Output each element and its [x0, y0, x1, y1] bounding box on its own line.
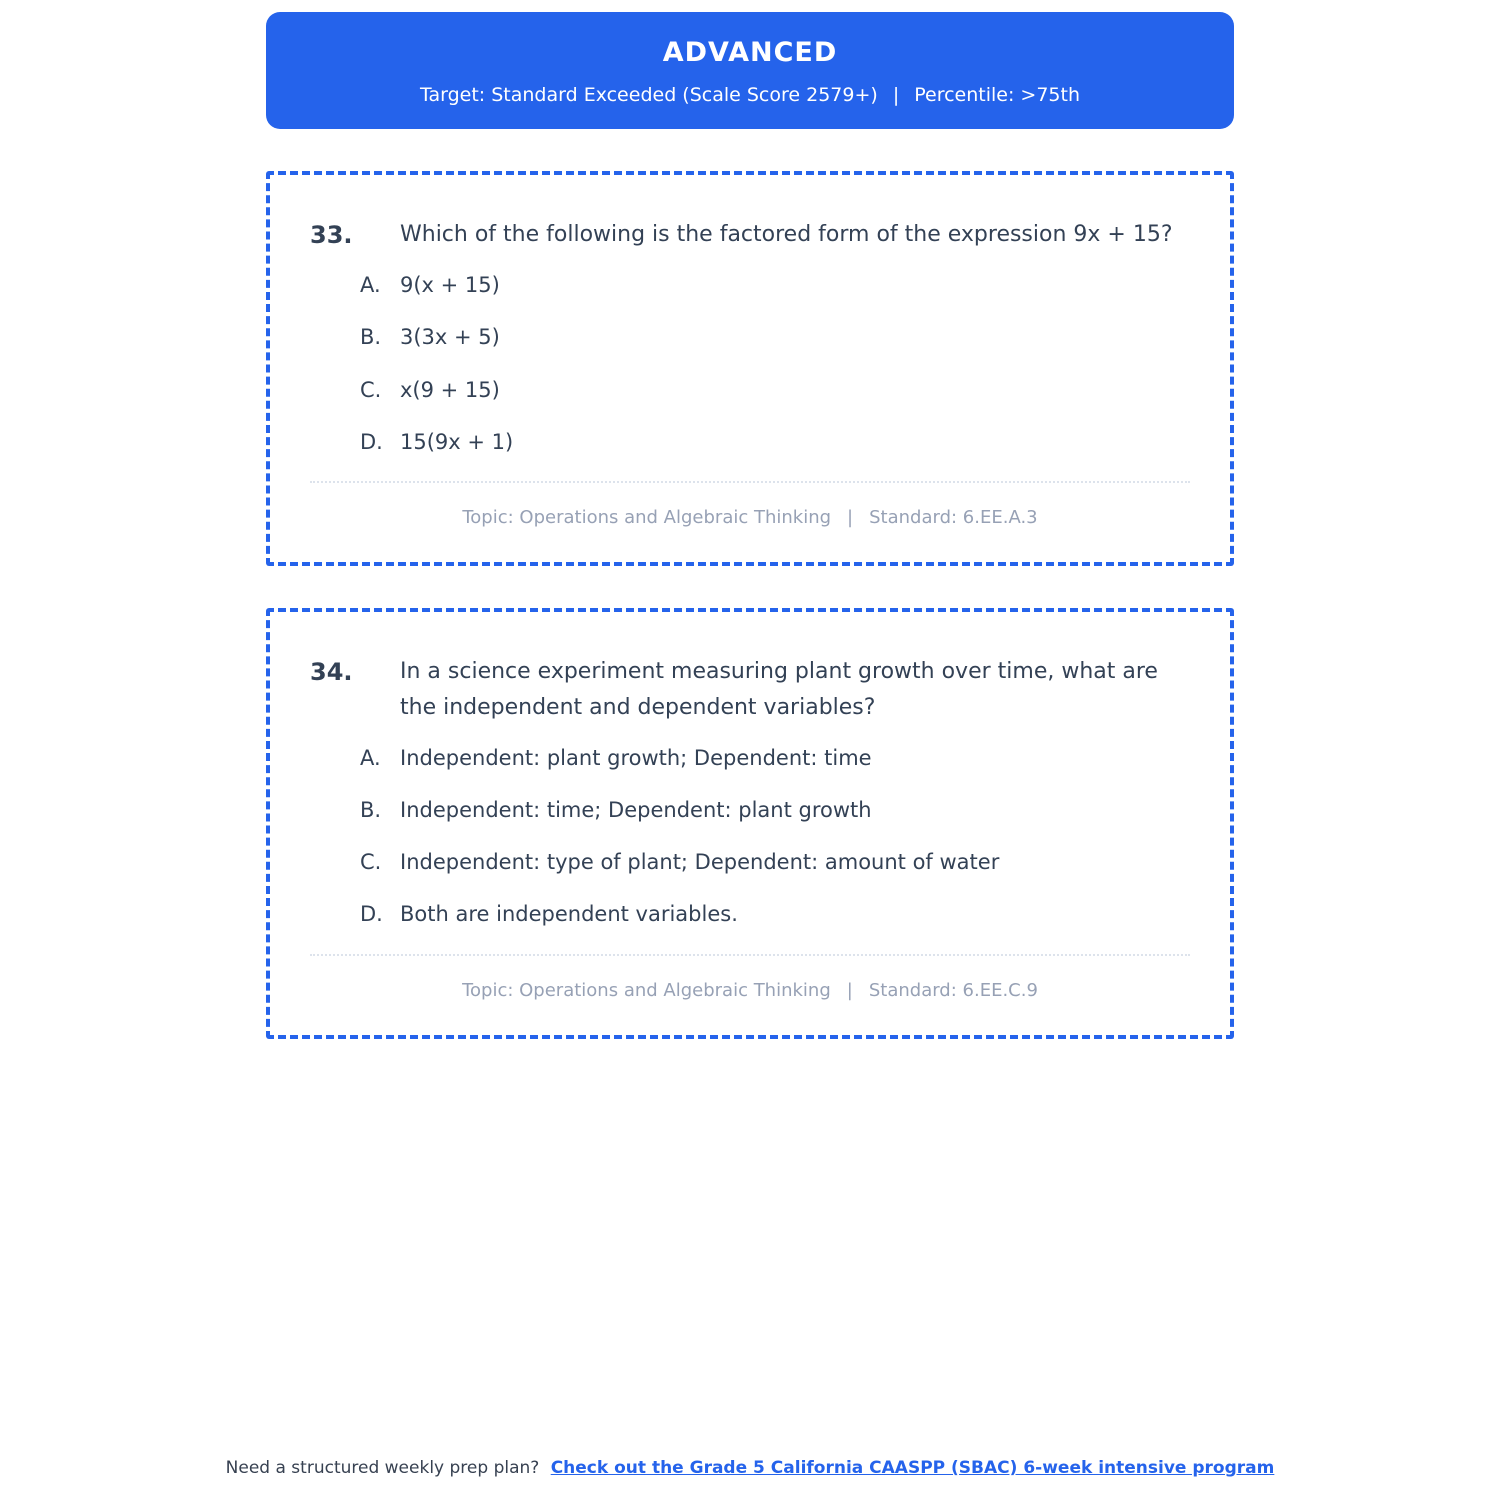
question-number: 34. — [310, 658, 353, 687]
option-row-a — [360, 272, 1190, 299]
option-text: Both are independent variables. — [400, 902, 738, 927]
option-row-d — [360, 901, 1190, 928]
option-row-b — [360, 324, 1190, 351]
subtitle-separator: | — [892, 84, 900, 106]
option-letter: B. — [360, 797, 382, 822]
topic-footer — [310, 507, 1190, 528]
topic-separator: | — [847, 507, 854, 529]
page-container — [266, 0, 1234, 1039]
option-letter: A. — [360, 745, 381, 770]
option-row-a — [360, 745, 1190, 772]
standard-label: Standard: 6.EE.A.3 — [869, 507, 1038, 529]
question-text: In a science experiment measuring plant growth over time, what are the independent and dependent variables? — [400, 659, 1158, 721]
footer-program-link[interactable]: Check out the Grade 5 California CAASPP (SBAC) 6-week intensive program — [550, 1458, 1275, 1478]
percentile-label: Percentile: >75th — [914, 84, 1080, 106]
option-text: 15(9x + 1) — [400, 430, 514, 455]
option-letter: C. — [360, 377, 382, 402]
page-title: ADVANCED — [662, 37, 838, 68]
footer-prompt: Need a structured weekly prep plan? — [225, 1458, 540, 1478]
topic-divider — [310, 954, 1190, 956]
question-card-34 — [266, 608, 1234, 1038]
question-text: Which of the following is the factored form of the expression 9x + 15? — [400, 222, 1173, 247]
topic-footer — [310, 980, 1190, 1001]
option-letter: C. — [360, 850, 382, 875]
banner-subtitle — [286, 84, 1214, 106]
option-text: x(9 + 15) — [400, 377, 500, 402]
option-text: 3(3x + 5) — [400, 325, 500, 350]
option-letter: D. — [360, 430, 383, 455]
options-list — [360, 272, 1190, 456]
option-row-d — [360, 429, 1190, 456]
option-letter: D. — [360, 902, 383, 927]
standard-label: Standard: 6.EE.C.9 — [868, 979, 1038, 1001]
option-row-b — [360, 797, 1190, 824]
target-label: Target: Standard Exceeded (Scale Score 2579+) — [420, 84, 878, 106]
question-row — [310, 654, 1190, 726]
option-text: Independent: time; Dependent: plant growth — [400, 797, 872, 822]
question-row — [310, 217, 1190, 254]
topic-label: Topic: Operations and Algebraic Thinking — [462, 979, 831, 1001]
option-row-c — [360, 377, 1190, 404]
footer-note — [0, 1458, 1500, 1478]
option-letter: A. — [360, 273, 381, 298]
topic-separator: | — [846, 979, 853, 1001]
question-card-33 — [266, 171, 1234, 566]
options-list — [360, 745, 1190, 929]
option-row-c — [360, 849, 1190, 876]
option-text: Independent: type of plant; Dependent: amount of water — [400, 850, 1000, 875]
question-number: 33. — [310, 221, 353, 249]
option-text: Independent: plant growth; Dependent: time — [400, 745, 872, 770]
topic-divider — [310, 481, 1190, 483]
option-text: 9(x + 15) — [400, 273, 500, 298]
level-banner — [266, 12, 1234, 129]
option-letter: B. — [360, 325, 382, 350]
topic-label: Topic: Operations and Algebraic Thinking — [462, 507, 832, 529]
